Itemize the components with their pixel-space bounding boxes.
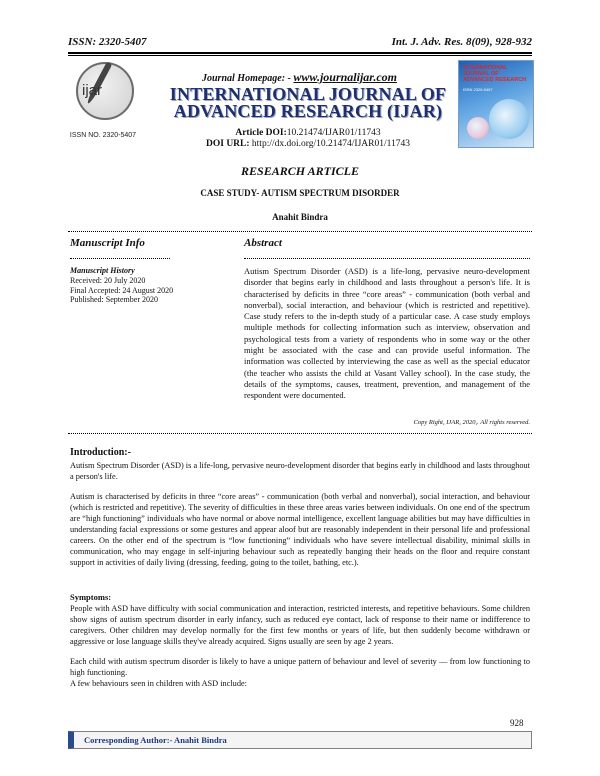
copyright-notice: Copy Right, IJAR, 2020,. All rights reserved.	[413, 419, 530, 426]
cover-bubble	[489, 99, 529, 139]
manuscript-history	[70, 266, 173, 305]
homepage-label: Journal Homepage: -	[202, 73, 291, 84]
paragraph: Autism is characterised by deficits in three “core areas” - communication (both verbal and nonverbal), social interaction, and behaviour (which is restricted and repetitive). The severity of difficulties in these three areas varies between individuals. On one end of the spectrum are “high functioning” individuals who have normal or above normal intelligence, excellent language abilities but may have difficulties in understanding facial expressions or some gestures and appear aloof but are reasonably independent in their personal life and professional careers. On the other end of the spectrum is “low functioning” individuals who have severe intellectual disability, minimal skills in communication, who may engage in self-injuring behaviour such as repeatedly banging their heads on the floor and require constant support in activities of daily living (dressing, feeding, going to the toilet, bathing, etc.).	[70, 492, 530, 567]
journal-logo	[68, 60, 138, 146]
doi-url-link[interactable]: http://dx.doi.org/10.21474/IJAR01/11743	[251, 139, 410, 149]
symptoms-body	[70, 603, 530, 698]
journal-cover-image	[458, 60, 534, 148]
journal-citation: Int. J. Adv. Res. 8(09), 928-932	[391, 36, 532, 48]
cover-subtitle: ISSN 2320-5407	[463, 87, 493, 92]
homepage-link[interactable]: www.journalijar.com	[293, 70, 397, 84]
received-date: Received: 20 July 2020	[70, 275, 146, 285]
dotted-divider	[68, 231, 532, 232]
paragraph: Each child with autism spectrum disorder is likely to have a unique pattern of behaviour and level of severity — from low functioning to high functioning.	[70, 657, 530, 677]
dotted-divider	[68, 433, 532, 434]
symptoms-heading: Symptoms:	[70, 592, 112, 602]
logo-text: ijar	[82, 82, 103, 99]
introduction-heading: Introduction:-	[70, 447, 131, 458]
paragraph: A few behaviours seen in children with ASD include:	[70, 679, 247, 688]
corresponding-author-box	[68, 731, 532, 749]
cover-title: INTERNATIONAL JOURNAL OF ADVANCED RESEARCH	[463, 65, 527, 83]
paragraph: Autism Spectrum Disorder (ASD) is a life-long, pervasive neuro-development disorder that begins early in childhood and lasts throughout a person's life.	[70, 461, 530, 481]
introduction-body	[70, 460, 530, 577]
article-type: RESEARCH ARTICLE	[241, 164, 359, 178]
manuscript-info-heading: Manuscript Info	[70, 237, 145, 249]
journal-title: INTERNATIONAL JOURNAL OF ADVANCED RESEARCH (IJAR)	[169, 84, 447, 121]
accepted-date: Final Accepted: 24 August 2020	[70, 285, 174, 295]
page-number: 928	[510, 718, 524, 728]
dotted-divider	[244, 258, 530, 259]
paragraph: People with ASD have difficulty with social communication and interaction, restricted interests, and repetitive behaviours. Some children show signs of autism spectrum disorder in early infancy, such as reduced eye contact, lack of response to their name or indifference to caregivers. Other children may develop normally for the first few months or years of life, but then suddenly become withdrawn or aggressive or lose language skills they've already acquired. Signs usually are seen by age 2 years.	[70, 604, 530, 646]
dotted-divider	[70, 258, 170, 259]
running-header	[68, 36, 532, 50]
corresponding-author: Corresponding Author:- Anahit Bindra	[84, 735, 227, 745]
header-rule-thin	[68, 55, 532, 56]
abstract-heading: Abstract	[244, 237, 282, 249]
cover-bubble	[467, 117, 489, 139]
journal-banner	[68, 58, 532, 150]
history-label: Manuscript History	[70, 266, 135, 275]
author-name: Anahit Bindra	[272, 212, 328, 222]
issn-label: ISSN: 2320-5407	[68, 36, 147, 48]
header-rule	[68, 52, 532, 54]
journal-homepage	[202, 70, 397, 85]
doi-value: 10.21474/IJAR01/11743	[286, 128, 381, 138]
abstract-text: Autism Spectrum Disorder (ASD) is a life-long, pervasive neuro-development disorder that begins early in childhood and lasts throughout a person's life. It is characterised by deficits in three “core areas” - communication (both verbal and nonverbal), social interaction, and behaviour (which is restricted and repetitive). Case study refers to the in-depth study of a particular case. A case study employs multiple methods for collecting information such as interview, observation and psychological tests from a variety of respondents who in some way or the other might be associated with the case and can provide useful information. The information was collected by interviewing the case as well as the special educator (the teacher who assists the child at Vasant Valley school). In the case study, the details of the symptoms, causes, treatment, prevention, and management of the respondent were documented.	[244, 266, 530, 401]
doi-url-label: DOI URL:	[206, 139, 250, 149]
doi-block	[178, 128, 438, 150]
logo-issn: ISSN NO. 2320-5407	[69, 132, 137, 139]
paper-title: CASE STUDY- AUTISM SPECTRUM DISORDER	[200, 188, 400, 198]
doi-label: Article DOI:	[235, 128, 287, 138]
published-date: Published: September 2020	[70, 295, 158, 305]
